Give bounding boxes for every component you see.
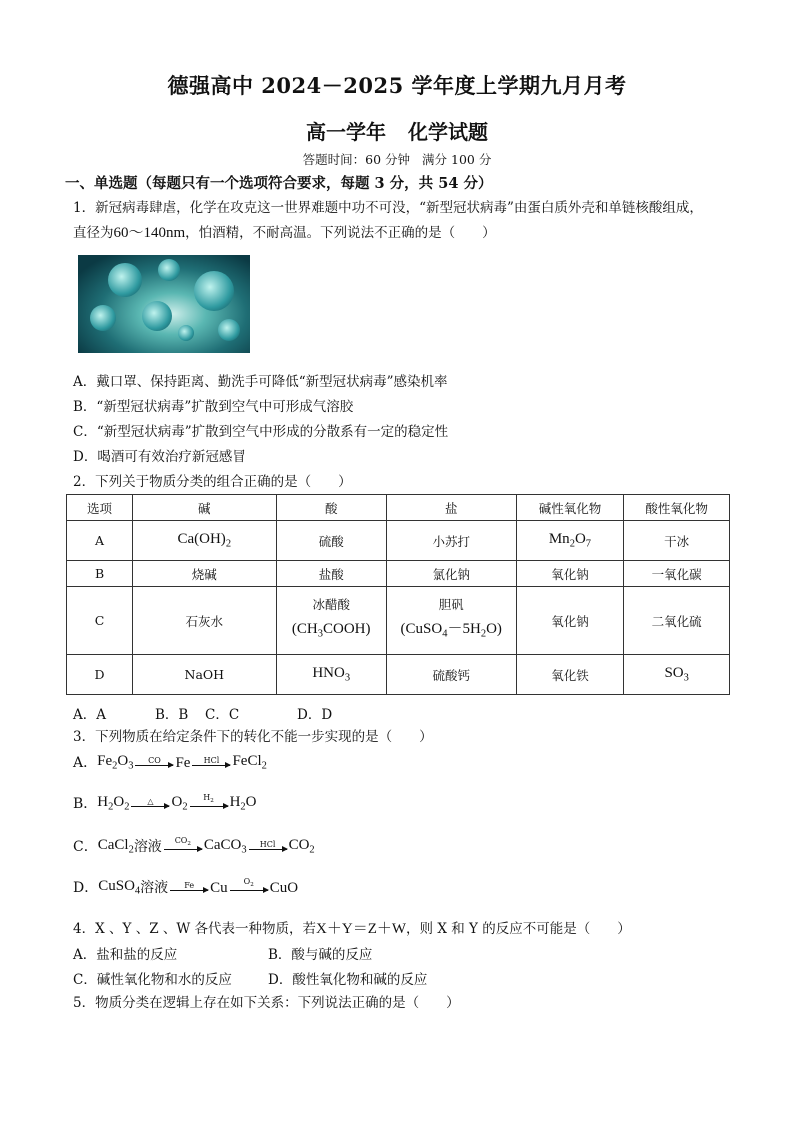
- q1-option-a: A．戴口罩、保持距离、勤洗手可降低“新型冠状病毒”感染机率: [73, 374, 448, 390]
- q4-option-c: C．碱性氧化物和水的反应: [73, 972, 232, 988]
- reaction-arrow: HCl: [249, 840, 287, 856]
- reaction-arrow: $H_2$: [190, 793, 228, 813]
- table-header: 碱: [133, 495, 276, 521]
- reaction-arrow: CO: [135, 756, 173, 772]
- q1-option-b: B．“新型冠状病毒”扩散到空气中可形成气溶胶: [73, 399, 354, 415]
- q4-options-row2: [73, 968, 428, 988]
- q3-option-a: A． $Fe_2O_3$ CO Fe HCl FeCl$_2$: [73, 753, 267, 772]
- exam-info: [0, 150, 794, 168]
- table-row: A $Ca(OH)_2$ 硫酸 小苏打 $Mn_2O_7$ 干冰: [67, 521, 730, 561]
- table-header: 选项: [67, 495, 133, 521]
- q4-stem: 4．X 、Y 、Z 、W 各代表一种物质，若X＋Y＝Z＋W，则 X 和 Y 的反应不可能是（ ）: [73, 921, 631, 937]
- q1-stem-line2: 直径为60～140nm，怕酒精，不耐高温。下列说法不正确的是（ ）: [73, 225, 496, 241]
- table-header-row: [67, 495, 730, 521]
- subject-label: 化学试题: [408, 120, 488, 144]
- q2-option-d: D．D: [297, 707, 333, 723]
- section-heading: 一、单选题（每题只有一个选项符合要求，每题 3 分，共 54 分）: [65, 175, 493, 192]
- q2-option-a: A．A: [73, 707, 106, 723]
- reaction-arrow: △: [131, 797, 169, 813]
- q3-stem: 3．下列物质在给定条件下的转化不能一步实现的是（ ）: [73, 729, 433, 745]
- q4-option-b: B．酸与碱的反应: [268, 947, 373, 963]
- q3-option-d: D． CuSO$_4$ 溶液 Fe Cu $O_2$ CuO: [73, 877, 299, 897]
- table-row: B 烧碱 盐酸 氯化钠 氧化钠 一氧化碳: [67, 561, 730, 587]
- time-label: 答题时间：60 分钟: [302, 152, 411, 167]
- q3-option-b: B． $H_2O_2$ △ $O_2$ $H_2$ $H_2O$: [73, 793, 257, 813]
- exam-subtitle: [0, 116, 794, 145]
- reaction-arrow: $O_2$: [230, 877, 268, 897]
- table-header: 酸: [276, 495, 386, 521]
- table-row: C 石灰水 冰醋酸 $(CH_3COOH)$ 胆矾 $(CuSO_4-5H_2O)$ 氧化钠 二氧化硫: [67, 587, 730, 655]
- q2-stem: 2．下列关于物质分类的组合正确的是（ ）: [73, 474, 352, 490]
- q2-options: [73, 703, 332, 723]
- table-header: 酸性氧化物: [624, 495, 730, 521]
- classification-table: [66, 494, 730, 695]
- q3-option-c: C． CaCl$_2$ 溶液 $CO_2$ CaCO$_3$ HCl $CO_2$: [73, 836, 315, 856]
- q1-stem-line1: 1．新冠病毒肆虐，化学在攻克这一世界难题中功不可没，“新型冠状病毒”由蛋白质外壳和单链核酸组成，: [73, 200, 703, 216]
- q2-option-c: C．C: [205, 707, 240, 723]
- q4-option-a: A．盐和盐的反应: [73, 947, 178, 963]
- reaction-arrow: $CO_2$: [164, 836, 202, 856]
- q4-options-row1: [73, 943, 373, 963]
- virus-image: [78, 255, 250, 353]
- exam-title: 德强高中 2024－2025 学年度上学期九月月考: [167, 73, 627, 98]
- reaction-arrow: Fe: [170, 881, 208, 897]
- q5-stem: 5．物质分类在逻辑上存在如下关系：下列说法正确的是（ ）: [73, 995, 460, 1011]
- table-header: 盐: [386, 495, 516, 521]
- score-label: 满分 100 分: [422, 152, 492, 167]
- q1-option-c: C．“新型冠状病毒”扩散到空气中形成的分散系有一定的稳定性: [73, 424, 449, 440]
- reaction-arrow: HCl: [192, 756, 230, 772]
- grade-label: 高一学年: [306, 120, 386, 144]
- q4-option-d: D．酸性氧化物和碱的反应: [268, 972, 428, 988]
- table-header: 碱性氧化物: [516, 495, 624, 521]
- reaction-equation: X＋Y＝Z＋W: [316, 921, 407, 937]
- table-row: D NaOH $HNO_3$ 硫酸钙 氧化铁 $SO_3$: [67, 655, 730, 695]
- q2-option-b: B．B: [155, 707, 189, 723]
- diameter-range: 60～140nm: [113, 225, 186, 241]
- q1-option-d: D．喝酒可有效治疗新冠感冒: [73, 449, 246, 465]
